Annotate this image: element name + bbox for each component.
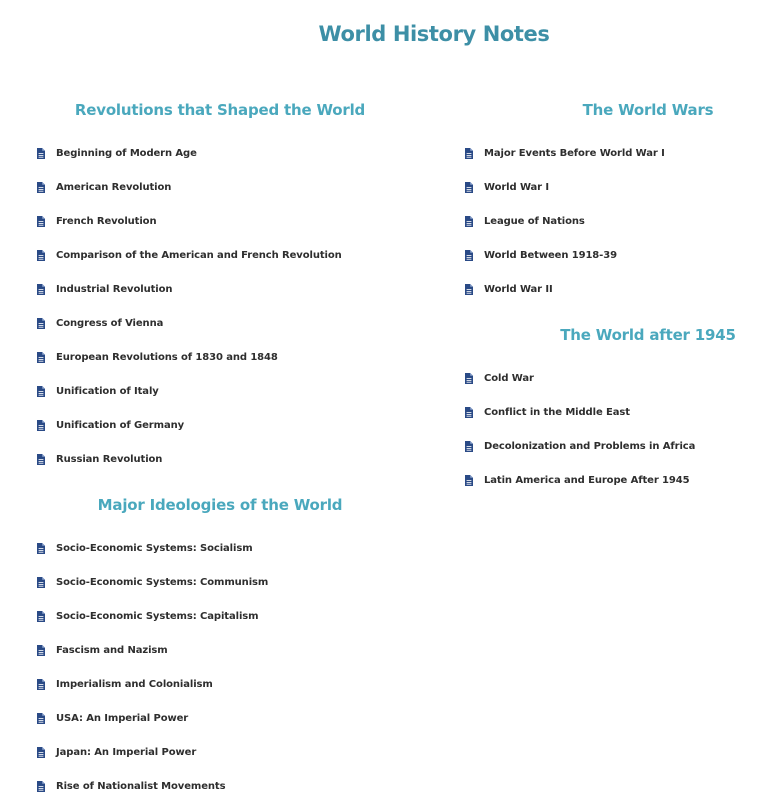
section-heading: The World Wars [582, 101, 714, 120]
note-link[interactable] [0, 170, 440, 204]
document-icon [37, 420, 45, 431]
note-link[interactable] [428, 395, 768, 429]
note-link[interactable] [428, 170, 768, 204]
document-icon [37, 713, 45, 724]
document-icon [37, 352, 45, 363]
note-link[interactable] [0, 701, 440, 735]
note-link-label: Cold War [484, 372, 534, 384]
note-list [428, 361, 768, 497]
note-list [0, 136, 440, 476]
note-link-label: World War II [484, 283, 553, 295]
note-link[interactable] [0, 340, 440, 374]
document-icon [465, 475, 473, 486]
note-link-label: Fascism and Nazism [56, 644, 168, 656]
note-link-label: French Revolution [56, 215, 157, 227]
note-list [428, 136, 768, 306]
note-link-label: Japan: An Imperial Power [56, 746, 197, 758]
note-link[interactable] [428, 136, 768, 170]
section-heading: The World after 1945 [560, 326, 736, 345]
document-icon [37, 543, 45, 554]
note-list [0, 531, 440, 803]
note-link-label: Socio-Economic Systems: Capitalism [56, 610, 259, 622]
section-ideologies [0, 483, 440, 803]
note-link-label: World War I [484, 181, 549, 193]
note-link[interactable] [0, 408, 440, 442]
note-link-label: Decolonization and Problems in Africa [484, 440, 696, 452]
note-link[interactable] [0, 531, 440, 565]
note-link-label: League of Nations [484, 215, 585, 227]
document-icon [465, 284, 473, 295]
note-link[interactable] [0, 599, 440, 633]
document-icon [37, 250, 45, 261]
note-link-label: European Revolutions of 1830 and 1848 [56, 351, 278, 363]
note-link[interactable] [0, 667, 440, 701]
note-link-label: Russian Revolution [56, 453, 163, 465]
document-icon [37, 216, 45, 227]
note-link[interactable] [0, 306, 440, 340]
note-link[interactable] [0, 272, 440, 306]
note-link[interactable] [0, 442, 440, 476]
note-link-label: Latin America and Europe After 1945 [484, 474, 690, 486]
document-icon [465, 373, 473, 384]
document-icon [37, 679, 45, 690]
note-link-label: World Between 1918-39 [484, 249, 617, 261]
document-icon [465, 148, 473, 159]
note-link[interactable] [428, 238, 768, 272]
document-icon [37, 747, 45, 758]
note-link-label: American Revolution [56, 181, 172, 193]
section-heading: Revolutions that Shaped the World [74, 101, 366, 120]
note-link-label: Socio-Economic Systems: Socialism [56, 542, 253, 554]
note-link-label: Unification of Germany [56, 419, 185, 431]
note-link[interactable] [0, 136, 440, 170]
note-link[interactable] [428, 361, 768, 395]
note-link[interactable] [428, 429, 768, 463]
note-link[interactable] [0, 565, 440, 599]
document-icon [37, 148, 45, 159]
section-world-wars [428, 88, 768, 306]
note-link-label: Major Events Before World War I [484, 147, 665, 159]
note-link[interactable] [0, 769, 440, 803]
document-icon [37, 182, 45, 193]
note-link-label: Unification of Italy [56, 385, 159, 397]
document-icon [465, 407, 473, 418]
document-icon [37, 611, 45, 622]
note-link[interactable] [428, 463, 768, 497]
note-link-label: Congress of Vienna [56, 317, 164, 329]
document-icon [37, 284, 45, 295]
section-revolutions [0, 88, 440, 476]
page-title: World History Notes [318, 22, 550, 47]
document-icon [37, 386, 45, 397]
note-link[interactable] [428, 272, 768, 306]
document-icon [37, 781, 45, 792]
note-link[interactable] [0, 633, 440, 667]
document-icon [37, 318, 45, 329]
document-icon [465, 182, 473, 193]
note-link-label: Socio-Economic Systems: Communism [56, 576, 269, 588]
note-link[interactable] [0, 374, 440, 408]
note-link-label: Industrial Revolution [56, 283, 173, 295]
note-link-label: Conflict in the Middle East [484, 406, 630, 418]
document-icon [37, 577, 45, 588]
note-link[interactable] [0, 238, 440, 272]
section-heading: Major Ideologies of the World [97, 496, 343, 515]
document-icon [465, 216, 473, 227]
section-world-after-1945 [428, 313, 768, 497]
note-link-label: Comparison of the American and French Revolution [56, 249, 342, 261]
note-link-label: USA: An Imperial Power [56, 712, 189, 724]
document-icon [465, 441, 473, 452]
note-link-label: Rise of Nationalist Movements [56, 780, 226, 792]
document-icon [37, 454, 45, 465]
note-link[interactable] [0, 735, 440, 769]
note-link[interactable] [428, 204, 768, 238]
note-link-label: Beginning of Modern Age [56, 147, 197, 159]
note-link[interactable] [0, 204, 440, 238]
note-link-label: Imperialism and Colonialism [56, 678, 213, 690]
document-icon [37, 645, 45, 656]
document-icon [465, 250, 473, 261]
